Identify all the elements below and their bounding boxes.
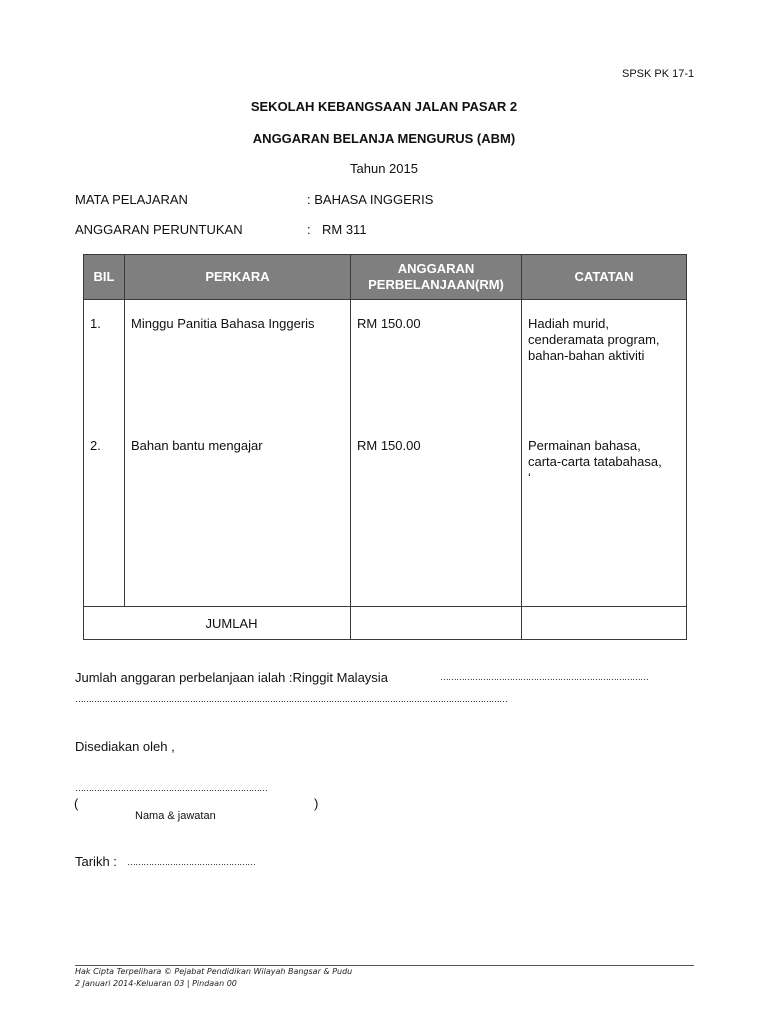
- perkara-column: [125, 300, 351, 607]
- row-2-catatan-line: Permainan bahasa,: [528, 438, 641, 453]
- table-header-row: [84, 255, 687, 300]
- catatan-column: [522, 300, 687, 607]
- school-name: SEKOLAH KEBANGSAAN JALAN PASAR 2: [250, 99, 518, 114]
- row-1-anggaran: RM 150.00: [357, 316, 421, 331]
- row-2-bil: 2.: [90, 438, 101, 453]
- total-dots-line2: ………………………………………………………………………………………………………………………………………………: [75, 694, 507, 704]
- row-1-catatan-line: Hadiah murid,: [528, 316, 609, 331]
- total-sentence: Jumlah anggaran perbelanjaan ialah :Ringgit Malaysia: [75, 670, 388, 685]
- name-open-bracket: (: [74, 796, 79, 811]
- header-perkara: PERKARA: [125, 255, 351, 300]
- total-notes-cell: [522, 607, 687, 640]
- bil-column: [84, 300, 125, 607]
- row-2-catatan-line: carta-carta tatabahasa,: [528, 454, 662, 469]
- row-1-perkara: Minggu Panitia Bahasa Inggeris: [131, 316, 315, 331]
- name-close-bracket: ): [314, 796, 319, 811]
- header-catatan: CATATAN: [522, 255, 687, 300]
- allocation-colon: :: [307, 222, 311, 237]
- total-label-text: JUMLAH: [205, 615, 258, 631]
- row-1-catatan-line: cenderamata program,: [528, 332, 660, 347]
- footer-divider: [75, 965, 694, 966]
- header-bil: BIL: [84, 255, 125, 300]
- total-dots-line1: ……………………………………………………………………: [440, 672, 648, 682]
- row-2-catatan-line: ‘: [528, 470, 531, 485]
- footer-copyright: Hak Cipta Terpelihara © Pejabat Pendidikan Wilayah Bangsar & Pudu: [75, 967, 353, 976]
- signature-dots: ………………………………………………………………: [75, 783, 267, 793]
- prepared-by-label: Disediakan oleh ,: [75, 739, 175, 754]
- allocation-value: RM 311: [322, 222, 367, 237]
- row-2-catatan: [528, 438, 680, 486]
- row-1-bil: 1.: [90, 316, 101, 331]
- document-code: SPSK PK 17-1: [622, 68, 695, 80]
- name-caption: Nama & jawatan: [135, 810, 216, 822]
- subject-label: MATA PELAJARAN: [75, 192, 188, 207]
- date-dots: …………………………………………: [127, 857, 255, 867]
- form-title: ANGGARAN BELANJA MENGURUS (ABM): [252, 131, 516, 146]
- row-1-catatan: [528, 316, 680, 364]
- header-anggaran: [351, 255, 522, 300]
- budget-table: [83, 254, 687, 640]
- row-2-perkara: Bahan bantu mengajar: [131, 438, 263, 453]
- header-anggaran-line2: PERBELANJAAN(RM): [368, 277, 504, 292]
- row-2-anggaran: RM 150.00: [357, 438, 421, 453]
- row-1-catatan-line: bahan-bahan aktiviti: [528, 348, 645, 363]
- year-line: Tahun 2015: [350, 161, 418, 176]
- total-row: [84, 607, 687, 640]
- total-label: [84, 607, 351, 640]
- table-body: [84, 300, 687, 607]
- header-anggaran-line1: ANGGARAN: [397, 261, 475, 276]
- allocation-label: ANGGARAN PERUNTUKAN: [75, 222, 243, 237]
- anggaran-column: [351, 300, 522, 607]
- footer-edition: 2 Januari 2014-Keluaran 03 | Pindaan 00: [75, 979, 237, 988]
- date-label: Tarikh :: [75, 854, 117, 869]
- subject-value: : BAHASA INGGERIS: [307, 192, 434, 207]
- total-amount-cell: [351, 607, 522, 640]
